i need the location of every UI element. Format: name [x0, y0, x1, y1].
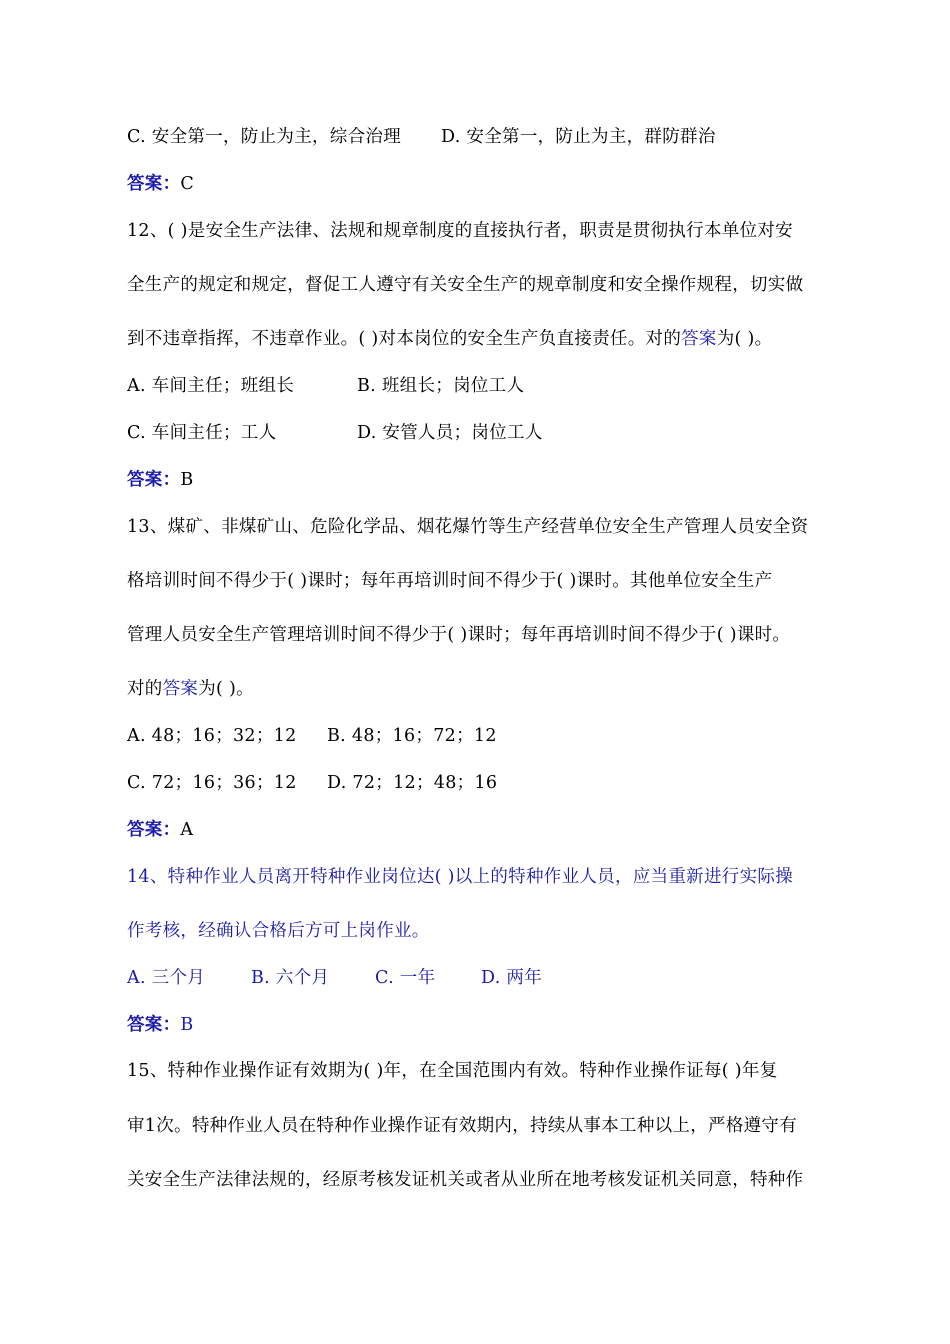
- q14-option-b: B. 六个月: [251, 968, 330, 988]
- q14-answer: [127, 1013, 194, 1037]
- q15-line-2: 审1次。特种作业人员在特种作业操作证有效期内，持续从事本工种以上，严格遵守有: [127, 1116, 798, 1136]
- q11-option-c: C. 安全第一，防止为主，综合治理: [127, 127, 401, 147]
- q14-option-a: A. 三个月: [127, 968, 206, 988]
- q12-option-a: A. 车间主任；班组长: [127, 376, 295, 396]
- q15-line-3: 关安全生产法律法规的，经原考核发证机关或者从业所在地考核发证机关同意，特种作: [127, 1170, 804, 1190]
- answer-label: 答案：: [127, 470, 181, 490]
- q12-options-ab: [127, 374, 524, 398]
- q14-line-1: 14、特种作业人员离开特种作业岗位达( )以上的特种作业人员，应当重新进行实际操: [127, 867, 793, 887]
- q13-options-ab: [127, 724, 497, 748]
- answer-label: 答案：: [127, 174, 181, 194]
- q13-option-c: C. 72；16；36；12: [127, 773, 297, 793]
- q11-option-d: D. 安全第一，防止为主，群防群治: [441, 127, 716, 147]
- q13-line-4-pre: 对的: [127, 679, 163, 699]
- q12-option-d: D. 安管人员；岗位工人: [357, 423, 543, 443]
- answer-link[interactable]: 答案: [681, 329, 717, 349]
- q12-line-2: 全生产的规定和规定，督促工人遵守有关安全生产的规章制度和安全操作规程，切实做: [127, 275, 804, 295]
- q14-options: [127, 966, 542, 990]
- q12-answer: [127, 468, 194, 492]
- q13-option-b: B. 48；16；72；12: [327, 726, 497, 746]
- q13-line-1: 13、煤矿、非煤矿山、危险化学品、烟花爆竹等生产经营单位安全生产管理人员安全资: [127, 517, 809, 537]
- q13-line-2: 格培训时间不得少于( )课时；每年再培训时间不得少于( )课时。其他单位安全生产: [127, 571, 773, 591]
- q13-option-a: A. 48；16；32；12: [127, 726, 297, 746]
- q14-line-2: 作考核，经确认合格后方可上岗作业。: [127, 921, 430, 941]
- q11-options-cd: [127, 125, 716, 149]
- q12-options-cd: [127, 421, 543, 445]
- q12-option-b: B. 班组长；岗位工人: [357, 376, 525, 396]
- q12-line-3: [127, 327, 772, 351]
- q13-line-3: 管理人员安全生产管理培训时间不得少于( )课时；每年再培训时间不得少于( )课时。: [127, 625, 791, 645]
- answer-value: B: [180, 470, 194, 490]
- q15-line-1: 15、特种作业操作证有效期为( )年，在全国范围内有效。特种作业操作证每( )年复: [127, 1061, 778, 1081]
- answer-link[interactable]: 答案: [162, 679, 199, 699]
- q14-option-c: C. 一年: [375, 968, 436, 988]
- answer-value: A: [180, 820, 194, 840]
- q13-line-4: [127, 677, 254, 701]
- q12-line-1: 12、( )是安全生产法律、法规和规章制度的直接执行者，职责是贯彻执行本单位对安: [127, 221, 793, 241]
- q12-line-3-post: 为( )。: [716, 329, 773, 349]
- q13-answer: [127, 818, 193, 842]
- answer-label: 答案：: [127, 1015, 181, 1035]
- q13-options-cd: [127, 771, 497, 795]
- q12-option-c: C. 车间主任；工人: [127, 423, 277, 443]
- q14-option-d: D. 两年: [481, 968, 543, 988]
- q11-answer: [127, 172, 194, 196]
- q13-line-4-post: 为( )。: [198, 679, 254, 699]
- q12-line-3-pre: 到不违章指挥，不违章作业。( )对本岗位的安全生产负直接责任。对的: [127, 329, 682, 349]
- q13-option-d: D. 72；12；48；16: [327, 773, 498, 793]
- answer-value: C: [180, 174, 195, 194]
- answer-value: B: [180, 1015, 194, 1035]
- answer-label: 答案：: [127, 820, 181, 840]
